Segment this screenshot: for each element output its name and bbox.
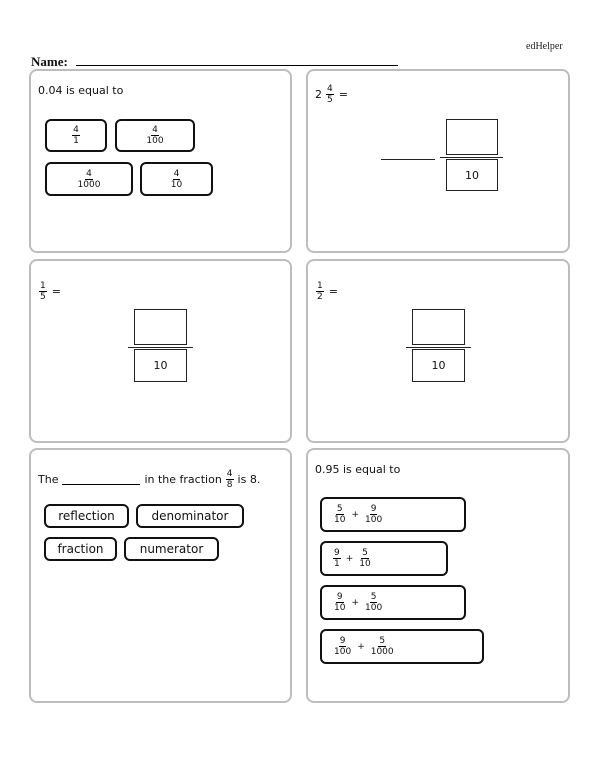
fraction: $\frac{9}{10}$ <box>334 592 346 613</box>
question-panel-3 <box>29 259 292 443</box>
numerator-answer-box[interactable] <box>134 309 187 345</box>
plus-sign: + <box>351 509 359 520</box>
q5-option-reflection[interactable]: reflection <box>44 504 129 528</box>
fraction: $\frac{4}{8}$ <box>226 469 233 490</box>
q1-option-2[interactable] <box>115 119 195 152</box>
fraction-bar <box>440 157 503 158</box>
equals-sign: = <box>338 88 348 101</box>
q6-option-3[interactable] <box>320 585 466 620</box>
question-4-prompt <box>315 281 338 302</box>
q5-option-fraction[interactable]: fraction <box>44 537 117 561</box>
equals-sign: = <box>51 285 61 298</box>
fraction: $\frac{9}{100}$ <box>334 636 352 657</box>
q1-option-4[interactable] <box>140 162 213 196</box>
numerator-answer-box[interactable] <box>412 309 465 345</box>
denominator-box: 10 <box>134 349 187 382</box>
equals-sign: = <box>328 285 338 298</box>
question-panel-2 <box>306 69 570 253</box>
fraction: $\frac{4}{1}$ <box>73 125 79 146</box>
name-label: Name: <box>31 54 68 69</box>
fraction: $\frac{4}{5}$ <box>327 84 333 105</box>
question-6-prompt: 0.95 is equal to <box>315 463 401 476</box>
q5-option-denominator[interactable]: denominator <box>136 504 244 528</box>
fraction: $\frac{1}{5}$ <box>40 281 46 302</box>
plus-sign: + <box>357 641 365 652</box>
q1-option-3[interactable] <box>45 162 133 196</box>
question-panel-5 <box>29 448 292 703</box>
plus-sign: + <box>345 553 354 564</box>
fraction: $\frac{5}{10}$ <box>359 548 371 569</box>
fraction-bar <box>406 347 471 348</box>
denominator-box: 10 <box>412 349 465 382</box>
plus-sign: + <box>351 597 359 608</box>
brand-label: edHelper <box>526 41 563 52</box>
question-1-prompt: 0.04 is equal to <box>38 84 124 97</box>
q6-option-2[interactable] <box>320 541 448 576</box>
fraction: $\frac{5}{100}$ <box>365 592 383 613</box>
question-2-prompt <box>315 84 348 105</box>
fraction-bar <box>128 347 193 348</box>
answer-blank[interactable] <box>62 475 140 485</box>
question-3-prompt <box>38 281 61 302</box>
q6-option-1[interactable] <box>320 497 466 532</box>
numerator-answer-box[interactable] <box>446 119 498 155</box>
q6-option-4[interactable] <box>320 629 484 664</box>
fraction: $\frac{1}{2}$ <box>317 281 323 302</box>
fraction: $\frac{5}{1000}$ <box>370 636 394 657</box>
name-line[interactable] <box>76 65 398 66</box>
denominator-box: 10 <box>446 159 498 191</box>
question-5-prompt: The in the fraction $\frac{4}{8}$ is 8. <box>38 469 261 490</box>
q1-option-1[interactable] <box>45 119 107 152</box>
fraction: $\frac{9}{1}$ <box>334 548 340 569</box>
fraction: $\frac{4}{100}$ <box>146 125 164 146</box>
fraction: $\frac{5}{10}$ <box>334 504 346 525</box>
fraction: $\frac{4}{10}$ <box>170 168 183 190</box>
mixed-whole: 2 <box>315 88 322 101</box>
q5-option-numerator[interactable]: numerator <box>124 537 219 561</box>
question-panel-6 <box>306 448 570 703</box>
fraction: $\frac{4}{1000}$ <box>77 168 101 190</box>
whole-number-answer-line[interactable] <box>381 159 435 160</box>
question-panel-1 <box>29 69 292 253</box>
question-panel-4 <box>306 259 570 443</box>
fraction: $\frac{9}{100}$ <box>365 504 383 525</box>
